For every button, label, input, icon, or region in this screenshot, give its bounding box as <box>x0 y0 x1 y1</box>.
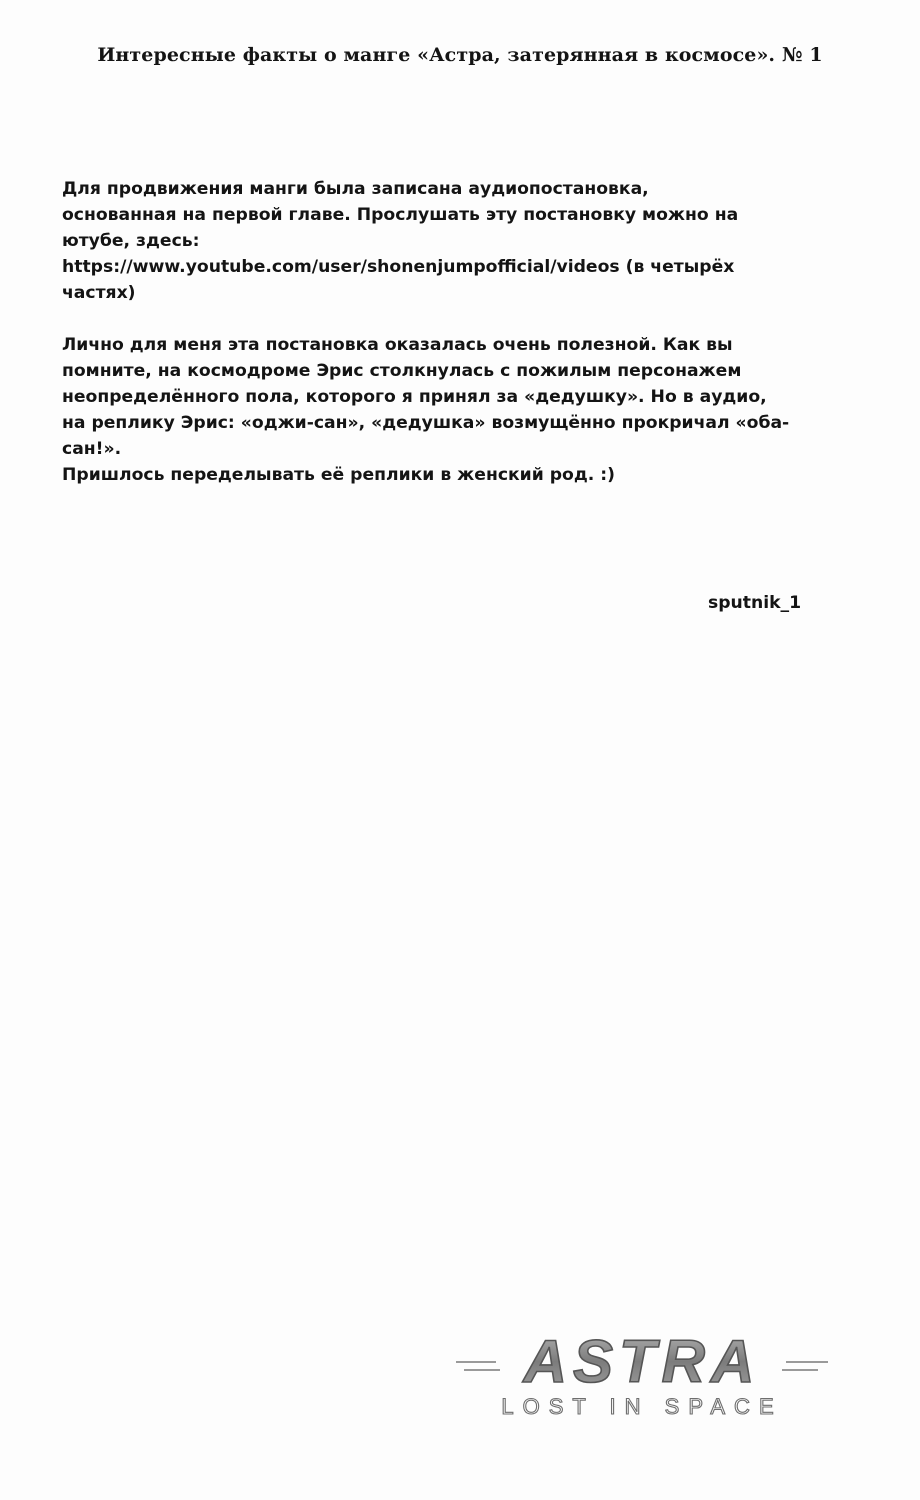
paragraph-line: на реплику Эрис: «оджи-сан», «дедушка» возмущённо прокричал «оба- <box>62 413 790 433</box>
logo-main-text: ASTRA <box>523 1328 761 1395</box>
paragraph-line: основанная на первой главе. Прослушать эту постановку можно на <box>62 205 739 225</box>
paragraph-line: Лично для меня эта постановка оказалась очень полезной. Как вы <box>62 335 733 355</box>
paragraph-line: Пришлось переделывать её реплики в женский род. :) <box>62 465 615 485</box>
paragraph-line: частях) <box>62 283 136 303</box>
paragraph-audio-drama <box>62 176 842 306</box>
paragraph-personal-note <box>62 332 842 488</box>
author-signature: sputnik_1 <box>708 593 802 613</box>
paragraph-line: неопределённого пола, которого я принял за «дедушку». Но в аудио, <box>62 387 767 407</box>
paragraph-line: помните, на космодроме Эрис столкнулась с пожилым персонажем <box>62 361 742 381</box>
page-title: Интересные факты о манге «Астра, затерянная в космосе». № 1 <box>97 44 823 66</box>
astra-logo-graphic <box>456 1326 828 1422</box>
paragraph-line: ютубе, здесь: <box>62 231 200 251</box>
youtube-link-line: https://www.youtube.com/user/shonenjumpofficial/videos (в четырёх <box>62 257 735 277</box>
astra-logo <box>456 1326 828 1422</box>
paragraph-line: Для продвижения манги была записана аудиопостановка, <box>62 179 649 199</box>
paragraph-line: сан!». <box>62 439 122 459</box>
logo-subtitle-text: LOST IN SPACE <box>501 1394 783 1419</box>
